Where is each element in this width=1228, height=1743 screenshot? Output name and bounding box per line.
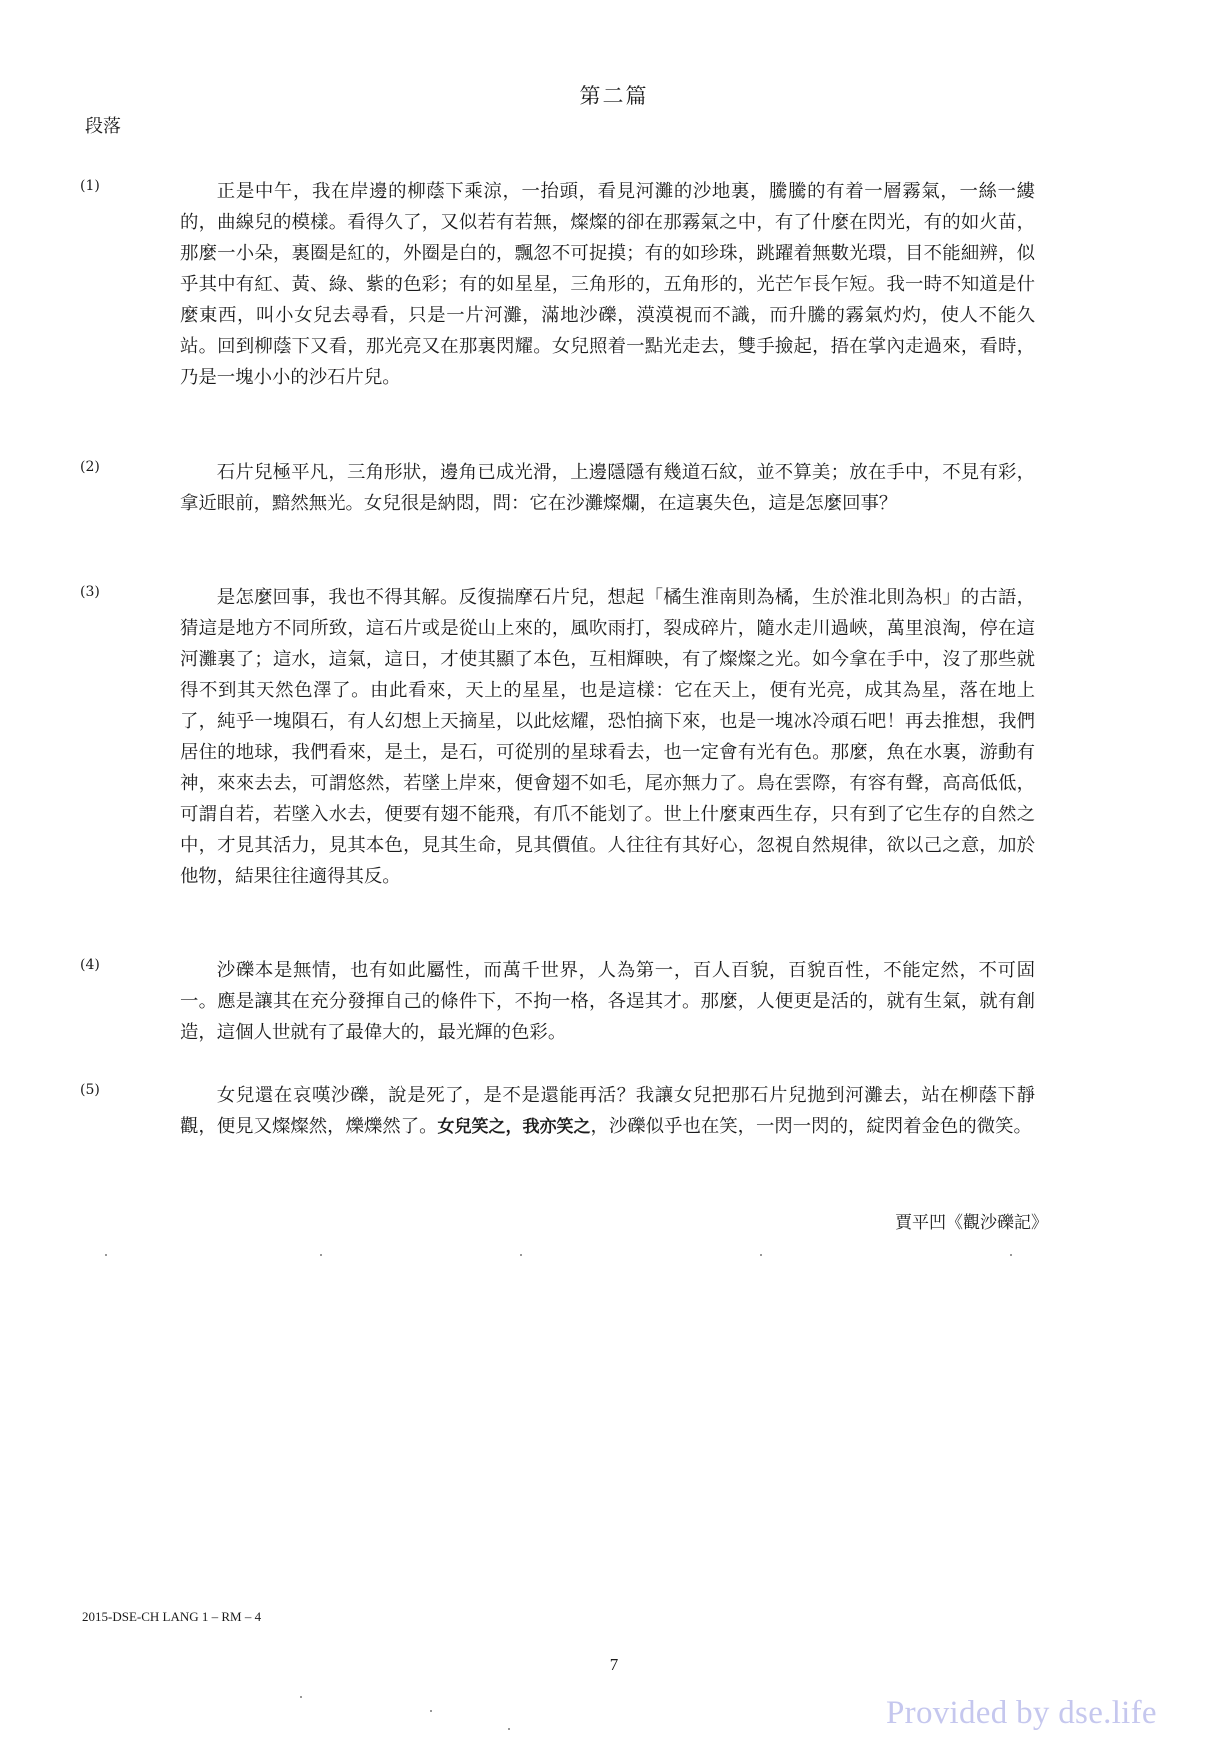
- paragraph-number: (1): [80, 178, 100, 194]
- scan-speck: [320, 1254, 322, 1256]
- page-number: 7: [609, 1655, 619, 1674]
- paragraph-text-after: ，沙礫似乎也在笑，一閃一閃的，綻閃着金色的微笑。: [590, 1116, 1032, 1137]
- paragraph-number: (2): [80, 459, 100, 475]
- paragraph-number: (4): [80, 957, 100, 973]
- paragraph-text: 沙礫本是無情，也有如此屬性，而萬千世界，人為第一，百人百貌，百貌百性，不能定然，不可固一。應是讓其在充分發揮自己的條件下，不拘一格，各逞其才。那麼，人便更是活的，就有生氣，就有創造，這個人世就有了最偉大的，最光輝的色彩。: [180, 960, 1035, 1043]
- scan-speck: [508, 1728, 510, 1730]
- paragraph-3: [80, 582, 1065, 892]
- paragraph-text-before: 女兒還在哀嘆沙礫，說是死了，是不是還能再活？我讓女兒把那石片兒拋到河灘去，站在柳蔭下靜觀，便見又燦燦然，爍爍然了。: [180, 1085, 1035, 1137]
- scan-speck: [430, 1710, 432, 1712]
- scan-speck: [760, 1254, 762, 1256]
- paragraph-text: 正是中午，我在岸邊的柳蔭下乘涼，一抬頭，看見河灘的沙地裏，騰騰的有着一層霧氣，一絲一縷的，曲線兒的模樣。看得久了，又似若有若無，燦燦的卻在那霧氣之中，有了什麼在閃光，有的如火苗，那麼一小朵，裏圈是紅的，外圈是白的，飄忽不可捉摸；有的如珍珠，跳躍着無數光環，目不能細辨，似乎其中有紅、黃、綠、紫的色彩；有的如星星，三角形的，五角形的，光芒乍長乍短。我一時不知道是什麼東西，叫小女兒去尋看，只是一片河灘，滿地沙礫，漠漠視而不識，而升騰的霧氣灼灼，使人不能久站。回到柳蔭下又看，那光亮又在那裏閃耀。女兒照着一點光走去，雙手撿起，捂在掌內走過來，看時，乃是一塊小小的沙石片兒。: [180, 181, 1035, 388]
- paragraph-2: [80, 457, 1065, 519]
- attribution: 賈平凹《觀沙礫記》: [895, 1213, 1048, 1233]
- paragraph-number: (5): [80, 1082, 100, 1098]
- scan-speck: [1010, 1254, 1012, 1256]
- section-label: 段落: [85, 116, 121, 137]
- paragraph-text: [180, 1080, 1035, 1143]
- paragraph-text: 是怎麼回事，我也不得其解。反復揣摩石片兒，想起「橘生淮南則為橘，生於淮北則為枳」的古語，猜這是地方不同所致，這石片或是從山上來的，風吹雨打，裂成碎片，隨水走川過峽，萬里浪淘，停在這河灘裏了；這水，這氣，這日，才使其顯了本色，互相輝映，有了燦燦之光。如今拿在手中，沒了那些就得不到其天然色澤了。由此看來，天上的星星，也是這樣：它在天上，便有光亮，成其為星，落在地上了，純乎一塊隕石，有人幻想上天摘星，以此炫耀，恐怕摘下來，也是一塊冰冷頑石吧！再去推想，我們居住的地球，我們看來，是土，是石，可從別的星球看去，也一定會有光有色。那麼，魚在水裏，游動有神，來來去去，可謂悠然，若墜上岸來，便會翅不如毛，尾亦無力了。鳥在雲際，有容有聲，高高低低，可謂自若，若墜入水去，便要有翅不能飛，有爪不能划了。世上什麼東西生存，只有到了它生存的自然之中，才見其活力，見其本色，見其生命，見其價值。人往往有其好心，忽視自然規律，欲以己之意，加於他物，結果往往適得其反。: [180, 587, 1035, 887]
- exam-code: 2015-DSE-CH LANG 1 – RM – 4: [82, 1609, 262, 1624]
- scan-speck: [520, 1254, 522, 1256]
- page-title: 第二篇: [579, 84, 649, 108]
- watermark-link[interactable]: Provided by dse.life: [886, 1695, 1157, 1731]
- paragraph-number: (3): [80, 584, 100, 600]
- paragraph-text: 石片兒極平凡，三角形狀，邊角已成光滑，上邊隱隱有幾道石紋，並不算美；放在手中，不見有彩，拿近眼前，黯然無光。女兒很是納悶，問：它在沙灘燦爛，在這裏失色，這是怎麼回事？: [180, 462, 1035, 514]
- scan-speck: [300, 1696, 302, 1698]
- paragraph-text-bold: 女兒笑之，我亦笑之: [437, 1117, 591, 1137]
- scan-speck: [105, 1254, 107, 1256]
- paragraph-1: [80, 176, 1065, 393]
- paragraph-5: [80, 1080, 1065, 1143]
- paragraph-4: [80, 955, 1065, 1048]
